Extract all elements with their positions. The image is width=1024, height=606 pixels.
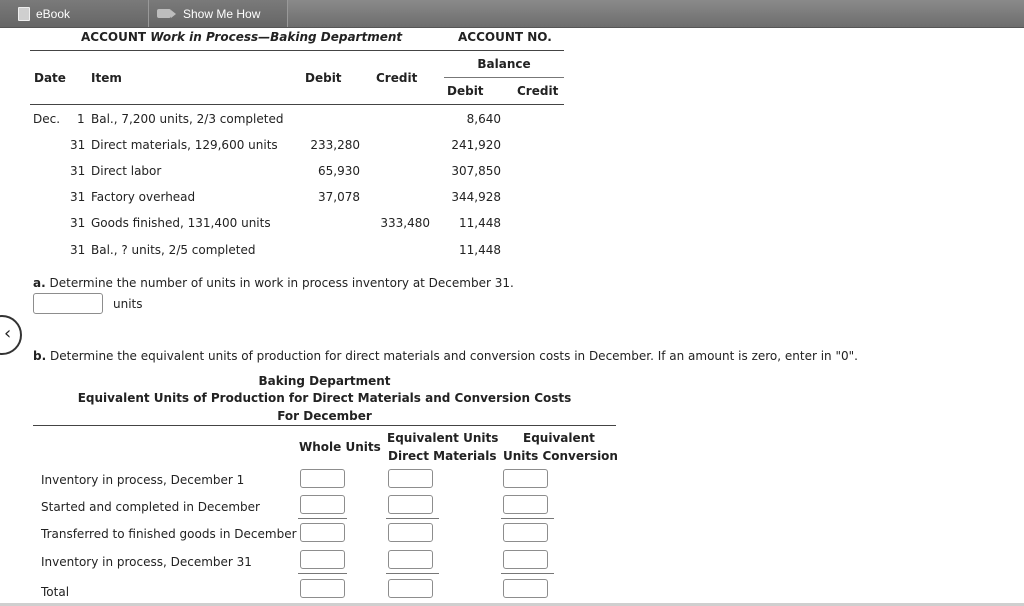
schedule-row-label: Transferred to finished goods in December [41,527,297,541]
eu-conv-total-rule [501,573,554,574]
whole-units-input-row4[interactable] [300,550,345,569]
schedule-heading-title: Equivalent Units of Production for Direct Materials and Conversion Costs [77,391,572,405]
book-icon [18,7,30,21]
eu-conv-input-total[interactable] [503,579,548,598]
row-day: 31 [70,190,86,204]
col-item: Item [91,71,122,85]
ebook-tab[interactable] [0,0,149,27]
col-whole-units: Whole Units [299,440,381,454]
ledger-account-name: Work in Process—Baking Department [150,30,403,44]
col-bal-debit: Debit [447,84,484,98]
row-day: 31 [70,138,86,152]
row-balance-debit: 11,448 [459,216,501,230]
whole-units-total-rule [298,573,347,574]
row-month: Dec. [33,112,61,126]
eu-dm-input-row1[interactable] [388,469,433,488]
schedule-row-label: Inventory in process, December 1 [41,473,245,487]
row-balance-debit: 344,928 [451,190,501,204]
eu-conv-input-row2[interactable] [503,495,548,514]
account-no-label: ACCOUNT NO. [458,30,552,44]
schedule-heading-period: For December [277,409,372,423]
schedule-row-label: Total [41,585,70,599]
row-debit: 37,078 [318,190,360,204]
show-me-how-label: Show Me How [183,6,261,21]
col-bal-credit: Credit [517,84,559,98]
whole-units-input-row2[interactable] [300,495,345,514]
schedule-top-rule [33,425,616,426]
col-eu-dm-line2: Direct Materials [388,449,497,463]
col-debit: Debit [305,71,342,85]
ledger-top-rule [30,50,564,51]
part-a-question [33,276,514,290]
row-item: Direct labor [91,164,162,178]
eu-dm-input-total[interactable] [388,579,433,598]
whole-units-input-row3[interactable] [300,523,345,542]
part-b-question [33,349,858,363]
eu-conv-input-row3[interactable] [503,523,548,542]
col-eu-dm-line1: Equivalent Units [387,431,499,445]
whole-units-input-row1[interactable] [300,469,345,488]
part-a-label: a. [33,276,46,290]
whole-units-subtotal-rule [298,518,347,519]
eu-dm-input-row3[interactable] [388,523,433,542]
back-button[interactable] [0,315,22,355]
row-debit: 65,930 [318,164,360,178]
eu-dm-total-rule [386,573,439,574]
schedule-row-label: Started and completed in December [41,500,260,514]
ledger-title [81,30,402,44]
eu-conv-subtotal-rule [501,518,554,519]
part-b-label: b. [33,349,47,363]
schedule-heading-dept: Baking Department [258,374,391,388]
row-balance-debit: 8,640 [466,112,501,126]
show-me-how-tab[interactable] [149,0,288,27]
part-b-text: Determine the equivalent units of production for direct materials and conversion costs in December. If an amount is zero, enter in "0". [49,349,858,363]
col-date: Date [34,71,66,85]
top-toolbar [0,0,1024,28]
row-balance-debit: 11,448 [459,243,501,257]
part-a-text: Determine the number of units in work in process inventory at December 31. [49,276,514,290]
row-debit: 233,280 [310,138,360,152]
row-balance-debit: 241,920 [451,138,501,152]
whole-units-input-total[interactable] [300,579,345,598]
col-eu-conv-line1: Equivalent [523,431,595,445]
eu-dm-input-row2[interactable] [388,495,433,514]
ebook-label: eBook [36,6,71,21]
units-label: units [113,297,143,311]
row-day: 31 [70,216,86,230]
row-day: 1 [77,112,85,126]
row-credit: 333,480 [380,216,430,230]
row-day: 31 [70,243,86,257]
row-item: Factory overhead [91,190,196,204]
chevron-left-icon: ‹ [4,323,12,344]
balance-rule [444,77,564,78]
row-item: Bal., 7,200 units, 2/3 completed [91,112,284,126]
schedule-row-label: Inventory in process, December 31 [41,555,252,569]
ledger-header-rule [30,104,564,105]
col-credit: Credit [376,71,418,85]
ledger-title-prefix: ACCOUNT [81,30,147,44]
eu-dm-input-row4[interactable] [388,550,433,569]
eu-conv-input-row1[interactable] [503,469,548,488]
video-icon [157,9,171,18]
row-day: 31 [70,164,86,178]
row-item: Goods finished, 131,400 units [91,216,271,230]
col-eu-conv-line2: Units Conversion [503,449,618,463]
row-item: Direct materials, 129,600 units [91,138,278,152]
row-item: Bal., ? units, 2/5 completed [91,243,256,257]
eu-dm-subtotal-rule [386,518,439,519]
col-balance: Balance [477,57,531,71]
wip-units-input[interactable] [33,293,103,314]
eu-conv-input-row4[interactable] [503,550,548,569]
row-balance-debit: 307,850 [451,164,501,178]
